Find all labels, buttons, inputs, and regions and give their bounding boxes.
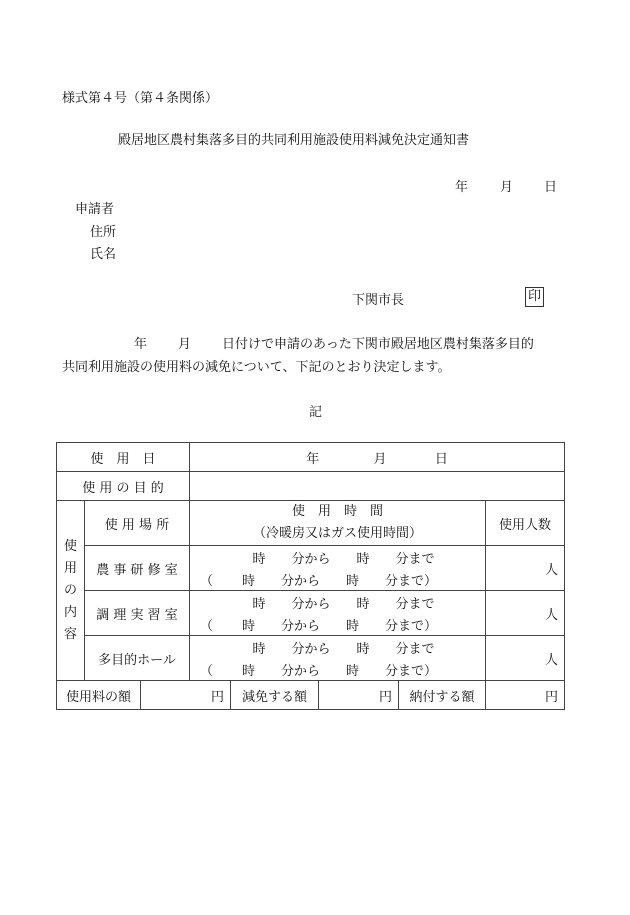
body-line1: 日付けで申請のあった下関市殿居地区農村集落多目的 (222, 337, 534, 352)
people-unit: 人 (486, 636, 565, 681)
time-paren-body: 時 分から 時 分まで） (242, 618, 438, 634)
purpose-label: 使 用 の 目 的 (57, 472, 190, 501)
form-number: 様式第４号（第４条関係） (62, 91, 219, 106)
content-char: 容 (63, 626, 77, 642)
content-char: 内 (63, 604, 77, 620)
reduction-label: 減免する額 (231, 681, 319, 710)
body-month: 月 (178, 337, 192, 352)
payment-yen: 円 (486, 681, 565, 710)
reduction-yen: 円 (319, 681, 399, 710)
place-header: 使 用 場 所 (85, 501, 190, 546)
room-name: 調 理 実 習 室 (85, 591, 190, 636)
date-day: 日 (544, 180, 558, 195)
time-main: 時 分から 時 分まで (252, 641, 435, 657)
use-date-day: 日 (434, 451, 448, 467)
use-date-year: 年 (306, 451, 320, 467)
content-char: の (63, 582, 77, 598)
time-main: 時 分から 時 分まで (252, 596, 435, 612)
ki-heading: 記 (309, 405, 323, 420)
time-header (190, 501, 486, 546)
people-header: 使用人数 (486, 501, 565, 546)
content-char: 用 (63, 560, 77, 576)
body-line2: 共同利用施設の使用料の減免について、下記のとおり決定します。 (62, 360, 451, 375)
seal-mark: 印 (525, 287, 544, 307)
room-name: 多目的ホール (85, 636, 190, 681)
issuer: 下関市長 (352, 293, 405, 308)
date-year: 年 (455, 180, 469, 195)
use-date-month: 月 (373, 451, 387, 467)
fee-yen: 円 (141, 681, 231, 710)
usage-table (56, 442, 565, 710)
room-name: 農 事 研 修 室 (85, 546, 190, 591)
time-paren-body: 時 分から 時 分まで） (242, 573, 438, 589)
people-unit: 人 (486, 546, 565, 591)
time-slots (190, 591, 486, 636)
applicant-label: 申請者 (75, 202, 115, 217)
paren-open: （ (200, 663, 214, 679)
page-title: 殿居地区農村集落多目的共同利用施設使用料減免決定通知書 (118, 133, 470, 148)
people-unit: 人 (486, 591, 565, 636)
purpose-value (190, 472, 565, 501)
payment-label: 納付する額 (399, 681, 486, 710)
time-main: 時 分から 時 分まで (252, 551, 435, 567)
date-month: 月 (500, 180, 514, 195)
use-date-label: 使 用 日 (57, 443, 190, 472)
time-header-sub: （冷暖房又はガス使用時間） (253, 526, 423, 541)
applicant-address-label: 住所 (90, 225, 117, 240)
paren-open: （ (200, 573, 214, 589)
time-slots (190, 546, 486, 591)
body-year: 年 (134, 337, 148, 352)
time-paren (190, 613, 485, 635)
content-label (57, 501, 85, 681)
time-paren (190, 658, 485, 680)
applicant-name-label: 氏名 (90, 247, 117, 262)
time-paren-body: 時 分から 時 分まで） (242, 663, 438, 679)
paren-open: （ (200, 618, 214, 634)
time-paren (190, 568, 485, 590)
content-char: 使 (63, 538, 77, 554)
time-header-main: 使 用 時 間 (292, 504, 384, 519)
use-date-value (190, 443, 565, 472)
time-slots (190, 636, 486, 681)
fee-label: 使用料の額 (57, 681, 141, 710)
